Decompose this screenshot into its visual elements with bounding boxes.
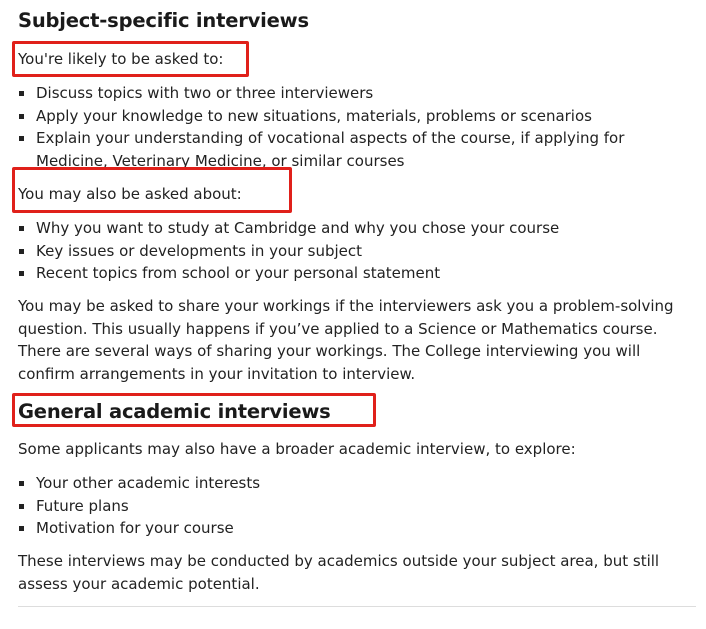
highlight-box-likely-asked (12, 41, 249, 77)
explore-list (18, 472, 698, 540)
bullet-icon (19, 526, 24, 531)
workings-paragraph: You may be asked to share your workings if the interviewers ask you a problem-solving question. This usually happens if you’ve applied to a Science or Mathematics course. There are several ways of sharing your workings. The College interviewing you will confirm arrangements in your invitation to interview. (18, 297, 674, 383)
list-item: Motivation for your course (18, 517, 698, 540)
bullet-icon (19, 271, 24, 276)
list-item: Recent topics from school or your personal statement (18, 262, 698, 285)
bullet-icon (19, 226, 24, 231)
broader-interview-intro: Some applicants may also have a broader academic interview, to explore: (18, 440, 576, 458)
highlight-box-also-asked (12, 167, 292, 213)
general-academic-heading: General academic interviews (18, 400, 331, 423)
bullet-icon (19, 114, 24, 119)
likely-asked-intro: You're likely to be asked to: (18, 50, 224, 68)
list-item: Apply your knowledge to new situations, materials, problems or scenarios (18, 105, 698, 128)
subject-specific-heading: Subject-specific interviews (18, 9, 309, 32)
list-item: Discuss topics with two or three interviewers (18, 82, 698, 105)
list-item: Explain your understanding of vocational aspects of the course, if applying for Medicine, Veterinary Medicine, or similar courses (18, 127, 698, 172)
likely-asked-list (18, 82, 698, 172)
highlight-box-general-heading (12, 393, 376, 427)
list-item: Why you want to study at Cambridge and why you chose your course (18, 217, 698, 240)
list-item: Key issues or developments in your subject (18, 240, 698, 263)
outside-subject-paragraph: These interviews may be conducted by academics outside your subject area, but still assess your academic potential. (18, 552, 660, 593)
also-asked-intro: You may also be asked about: (18, 185, 242, 203)
also-asked-list (18, 217, 698, 285)
list-item: Future plans (18, 495, 698, 518)
divider (18, 606, 696, 607)
bullet-icon (19, 136, 24, 141)
bullet-icon (19, 481, 24, 486)
bullet-icon (19, 91, 24, 96)
bullet-icon (19, 504, 24, 509)
list-item: Your other academic interests (18, 472, 698, 495)
bullet-icon (19, 249, 24, 254)
